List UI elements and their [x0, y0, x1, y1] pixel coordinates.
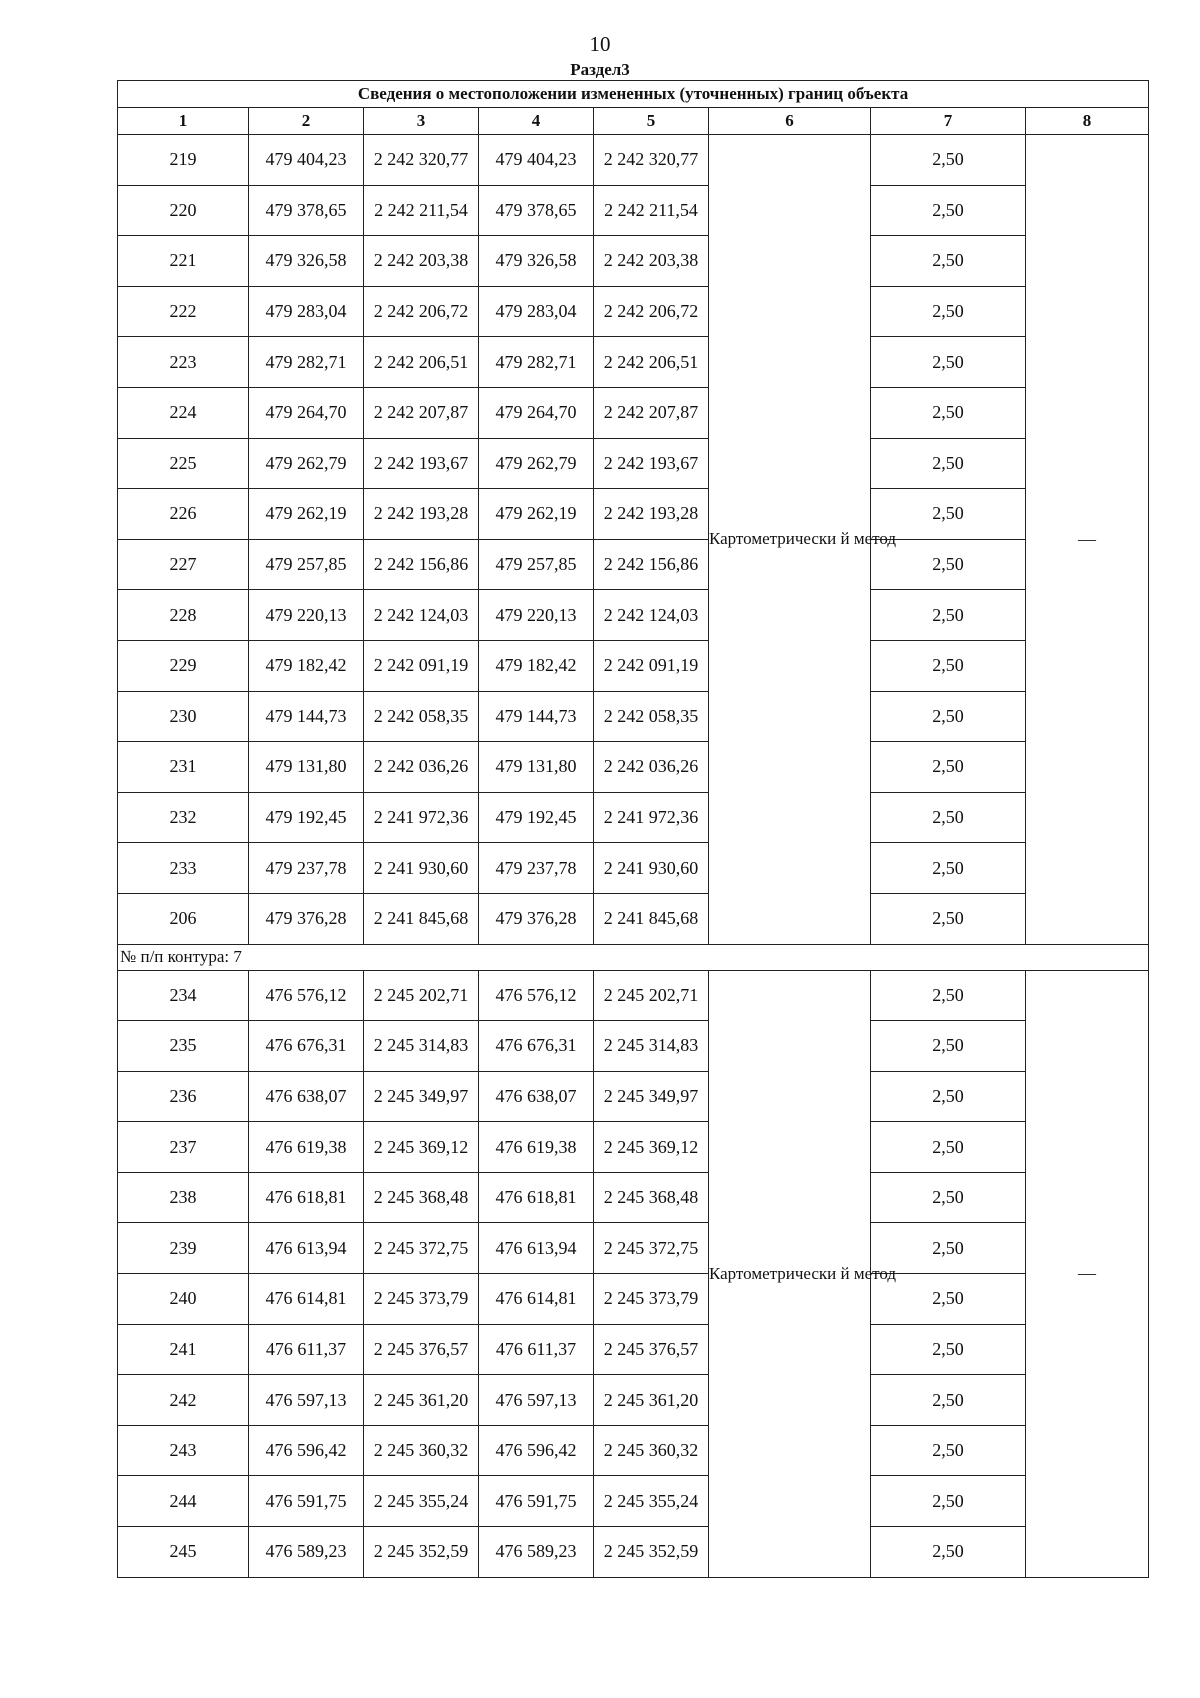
y-coordinate-cell: 2 242 206,72	[594, 286, 709, 337]
x-coordinate-cell: 476 611,37	[479, 1324, 594, 1375]
accuracy-cell: 2,50	[871, 1071, 1026, 1122]
table-row	[118, 843, 1149, 894]
x-coordinate-cell: 479 264,70	[249, 387, 364, 438]
column-number: 1	[118, 108, 249, 135]
x-coordinate-cell: 476 613,94	[249, 1223, 364, 1274]
point-number-cell: 220	[118, 185, 249, 236]
point-number-cell: 240	[118, 1274, 249, 1325]
y-coordinate-cell: 2 242 211,54	[594, 185, 709, 236]
y-coordinate-cell: 2 242 193,28	[364, 489, 479, 540]
table-row	[118, 1527, 1149, 1578]
accuracy-cell: 2,50	[871, 1122, 1026, 1173]
x-coordinate-cell: 476 589,23	[479, 1527, 594, 1578]
y-coordinate-cell: 2 245 349,97	[594, 1071, 709, 1122]
column-number: 4	[479, 108, 594, 135]
y-coordinate-cell: 2 242 203,38	[364, 236, 479, 287]
y-coordinate-cell: 2 245 361,20	[364, 1375, 479, 1426]
x-coordinate-cell: 476 597,13	[479, 1375, 594, 1426]
coordinates-table	[117, 80, 1149, 1578]
column-number: 8	[1026, 108, 1149, 135]
x-coordinate-cell: 476 597,13	[249, 1375, 364, 1426]
point-number-cell: 228	[118, 590, 249, 641]
x-coordinate-cell: 479 182,42	[479, 640, 594, 691]
y-coordinate-cell: 2 245 360,32	[364, 1425, 479, 1476]
point-number-cell: 233	[118, 843, 249, 894]
y-coordinate-cell: 2 245 360,32	[594, 1425, 709, 1476]
point-number-cell: 242	[118, 1375, 249, 1426]
method-cell: Картометрически й метод	[709, 135, 871, 945]
y-coordinate-cell: 2 242 193,28	[594, 489, 709, 540]
table-row	[118, 1375, 1149, 1426]
accuracy-cell: 2,50	[871, 742, 1026, 793]
table-row	[118, 1476, 1149, 1527]
point-number-cell: 243	[118, 1425, 249, 1476]
x-coordinate-cell: 479 237,78	[479, 843, 594, 894]
table-row	[118, 893, 1149, 944]
table-row	[118, 792, 1149, 843]
column-number-row	[118, 108, 1149, 135]
table-body	[118, 135, 1149, 1578]
point-number-cell: 236	[118, 1071, 249, 1122]
x-coordinate-cell: 479 220,13	[479, 590, 594, 641]
x-coordinate-cell: 479 192,45	[249, 792, 364, 843]
x-coordinate-cell: 476 619,38	[249, 1122, 364, 1173]
x-coordinate-cell: 476 596,42	[479, 1425, 594, 1476]
point-number-cell: 221	[118, 236, 249, 287]
accuracy-cell: 2,50	[871, 1223, 1026, 1274]
point-number-cell: 206	[118, 893, 249, 944]
accuracy-cell: 2,50	[871, 1425, 1026, 1476]
table-row	[118, 1172, 1149, 1223]
table-row	[118, 438, 1149, 489]
x-coordinate-cell: 479 262,79	[249, 438, 364, 489]
x-coordinate-cell: 479 131,80	[249, 742, 364, 793]
accuracy-cell: 2,50	[871, 893, 1026, 944]
x-coordinate-cell: 479 237,78	[249, 843, 364, 894]
point-number-cell: 235	[118, 1021, 249, 1072]
x-coordinate-cell: 476 611,37	[249, 1324, 364, 1375]
accuracy-cell: 2,50	[871, 1021, 1026, 1072]
table-row	[118, 970, 1149, 1021]
y-coordinate-cell: 2 242 207,87	[594, 387, 709, 438]
y-coordinate-cell: 2 242 058,35	[594, 691, 709, 742]
point-number-cell: 241	[118, 1324, 249, 1375]
x-coordinate-cell: 476 618,81	[249, 1172, 364, 1223]
table-row	[118, 1021, 1149, 1072]
y-coordinate-cell: 2 241 972,36	[364, 792, 479, 843]
y-coordinate-cell: 2 242 058,35	[364, 691, 479, 742]
accuracy-cell: 2,50	[871, 970, 1026, 1021]
x-coordinate-cell: 479 257,85	[249, 539, 364, 590]
y-coordinate-cell: 2 242 124,03	[594, 590, 709, 641]
x-coordinate-cell: 479 283,04	[479, 286, 594, 337]
y-coordinate-cell: 2 245 349,97	[364, 1071, 479, 1122]
table-row	[118, 1425, 1149, 1476]
y-coordinate-cell: 2 242 203,38	[594, 236, 709, 287]
y-coordinate-cell: 2 241 845,68	[364, 893, 479, 944]
x-coordinate-cell: 476 638,07	[479, 1071, 594, 1122]
y-coordinate-cell: 2 245 314,83	[594, 1021, 709, 1072]
table-row	[118, 1274, 1149, 1325]
y-coordinate-cell: 2 242 036,26	[364, 742, 479, 793]
point-number-cell: 224	[118, 387, 249, 438]
x-coordinate-cell: 479 326,58	[479, 236, 594, 287]
accuracy-cell: 2,50	[871, 1324, 1026, 1375]
table-row	[118, 489, 1149, 540]
point-number-cell: 237	[118, 1122, 249, 1173]
point-number-cell: 239	[118, 1223, 249, 1274]
x-coordinate-cell: 479 326,58	[249, 236, 364, 287]
x-coordinate-cell: 476 676,31	[249, 1021, 364, 1072]
x-coordinate-cell: 476 591,75	[249, 1476, 364, 1527]
point-number-cell: 223	[118, 337, 249, 388]
column-8-cell: —	[1026, 970, 1149, 1577]
x-coordinate-cell: 479 404,23	[249, 135, 364, 186]
y-coordinate-cell: 2 242 036,26	[594, 742, 709, 793]
x-coordinate-cell: 479 262,19	[249, 489, 364, 540]
point-number-cell: 219	[118, 135, 249, 186]
y-coordinate-cell: 2 242 193,67	[364, 438, 479, 489]
accuracy-cell: 2,50	[871, 691, 1026, 742]
y-coordinate-cell: 2 245 202,71	[594, 970, 709, 1021]
point-number-cell: 231	[118, 742, 249, 793]
accuracy-cell: 2,50	[871, 387, 1026, 438]
x-coordinate-cell: 479 182,42	[249, 640, 364, 691]
x-coordinate-cell: 479 376,28	[479, 893, 594, 944]
column-number: 3	[364, 108, 479, 135]
y-coordinate-cell: 2 242 156,86	[594, 539, 709, 590]
y-coordinate-cell: 2 245 352,59	[364, 1527, 479, 1578]
y-coordinate-cell: 2 245 376,57	[364, 1324, 479, 1375]
method-cell: Картометрически й метод	[709, 970, 871, 1577]
y-coordinate-cell: 2 242 156,86	[364, 539, 479, 590]
y-coordinate-cell: 2 245 368,48	[594, 1172, 709, 1223]
point-number-cell: 225	[118, 438, 249, 489]
accuracy-cell: 2,50	[871, 489, 1026, 540]
y-coordinate-cell: 2 245 373,79	[594, 1274, 709, 1325]
y-coordinate-cell: 2 245 355,24	[364, 1476, 479, 1527]
point-number-cell: 238	[118, 1172, 249, 1223]
y-coordinate-cell: 2 242 211,54	[364, 185, 479, 236]
column-number: 2	[249, 108, 364, 135]
column-number: 5	[594, 108, 709, 135]
x-coordinate-cell: 476 591,75	[479, 1476, 594, 1527]
y-coordinate-cell: 2 242 206,51	[364, 337, 479, 388]
x-coordinate-cell: 476 619,38	[479, 1122, 594, 1173]
table-row	[118, 742, 1149, 793]
x-coordinate-cell: 479 257,85	[479, 539, 594, 590]
column-8-cell: —	[1026, 135, 1149, 945]
x-coordinate-cell: 479 378,65	[249, 185, 364, 236]
table-row	[118, 1071, 1149, 1122]
table-row	[118, 640, 1149, 691]
y-coordinate-cell: 2 245 368,48	[364, 1172, 479, 1223]
x-coordinate-cell: 476 613,94	[479, 1223, 594, 1274]
table-row	[118, 590, 1149, 641]
y-coordinate-cell: 2 245 361,20	[594, 1375, 709, 1426]
x-coordinate-cell: 479 283,04	[249, 286, 364, 337]
accuracy-cell: 2,50	[871, 438, 1026, 489]
table-row	[118, 185, 1149, 236]
page-number: 10	[589, 32, 611, 56]
x-coordinate-cell: 476 589,23	[249, 1527, 364, 1578]
table-row	[118, 539, 1149, 590]
y-coordinate-cell: 2 242 207,87	[364, 387, 479, 438]
y-coordinate-cell: 2 241 930,60	[594, 843, 709, 894]
x-coordinate-cell: 479 220,13	[249, 590, 364, 641]
x-coordinate-cell: 479 144,73	[249, 691, 364, 742]
x-coordinate-cell: 479 282,71	[249, 337, 364, 388]
point-number-cell: 234	[118, 970, 249, 1021]
point-number-cell: 222	[118, 286, 249, 337]
column-number: 7	[871, 108, 1026, 135]
x-coordinate-cell: 476 596,42	[249, 1425, 364, 1476]
table-row	[118, 337, 1149, 388]
y-coordinate-cell: 2 242 124,03	[364, 590, 479, 641]
y-coordinate-cell: 2 245 372,75	[364, 1223, 479, 1274]
y-coordinate-cell: 2 242 206,72	[364, 286, 479, 337]
table-row	[118, 1324, 1149, 1375]
x-coordinate-cell: 479 262,19	[479, 489, 594, 540]
point-number-cell: 230	[118, 691, 249, 742]
x-coordinate-cell: 476 614,81	[479, 1274, 594, 1325]
accuracy-cell: 2,50	[871, 640, 1026, 691]
x-coordinate-cell: 476 676,31	[479, 1021, 594, 1072]
x-coordinate-cell: 479 262,79	[479, 438, 594, 489]
contour-label: № п/п контура: 7	[118, 944, 1149, 970]
accuracy-cell: 2,50	[871, 1274, 1026, 1325]
point-number-cell: 245	[118, 1527, 249, 1578]
section-title: Раздел3	[570, 60, 630, 79]
y-coordinate-cell: 2 245 376,57	[594, 1324, 709, 1375]
point-number-cell: 232	[118, 792, 249, 843]
accuracy-cell: 2,50	[871, 1172, 1026, 1223]
x-coordinate-cell: 476 618,81	[479, 1172, 594, 1223]
x-coordinate-cell: 479 192,45	[479, 792, 594, 843]
point-number-cell: 227	[118, 539, 249, 590]
y-coordinate-cell: 2 245 202,71	[364, 970, 479, 1021]
contour-label-row	[118, 944, 1149, 970]
y-coordinate-cell: 2 245 369,12	[594, 1122, 709, 1173]
y-coordinate-cell: 2 245 369,12	[364, 1122, 479, 1173]
y-coordinate-cell: 2 242 193,67	[594, 438, 709, 489]
table-row	[118, 135, 1149, 186]
accuracy-cell: 2,50	[871, 337, 1026, 388]
accuracy-cell: 2,50	[871, 286, 1026, 337]
table-row	[118, 387, 1149, 438]
y-coordinate-cell: 2 242 091,19	[364, 640, 479, 691]
y-coordinate-cell: 2 242 091,19	[594, 640, 709, 691]
accuracy-cell: 2,50	[871, 135, 1026, 186]
y-coordinate-cell: 2 245 355,24	[594, 1476, 709, 1527]
y-coordinate-cell: 2 242 320,77	[594, 135, 709, 186]
y-coordinate-cell: 2 241 972,36	[594, 792, 709, 843]
x-coordinate-cell: 476 576,12	[249, 970, 364, 1021]
x-coordinate-cell: 479 131,80	[479, 742, 594, 793]
y-coordinate-cell: 2 242 206,51	[594, 337, 709, 388]
x-coordinate-cell: 479 282,71	[479, 337, 594, 388]
accuracy-cell: 2,50	[871, 236, 1026, 287]
accuracy-cell: 2,50	[871, 843, 1026, 894]
x-coordinate-cell: 479 378,65	[479, 185, 594, 236]
y-coordinate-cell: 2 241 845,68	[594, 893, 709, 944]
x-coordinate-cell: 476 638,07	[249, 1071, 364, 1122]
accuracy-cell: 2,50	[871, 1527, 1026, 1578]
x-coordinate-cell: 476 614,81	[249, 1274, 364, 1325]
point-number-cell: 244	[118, 1476, 249, 1527]
x-coordinate-cell: 479 264,70	[479, 387, 594, 438]
accuracy-cell: 2,50	[871, 185, 1026, 236]
y-coordinate-cell: 2 245 352,59	[594, 1527, 709, 1578]
table-row	[118, 1122, 1149, 1173]
table-row	[118, 1223, 1149, 1274]
table-row	[118, 286, 1149, 337]
table-row	[118, 691, 1149, 742]
y-coordinate-cell: 2 245 373,79	[364, 1274, 479, 1325]
x-coordinate-cell: 479 144,73	[479, 691, 594, 742]
point-number-cell: 226	[118, 489, 249, 540]
x-coordinate-cell: 479 376,28	[249, 893, 364, 944]
table-row	[118, 236, 1149, 287]
y-coordinate-cell: 2 245 372,75	[594, 1223, 709, 1274]
y-coordinate-cell: 2 242 320,77	[364, 135, 479, 186]
y-coordinate-cell: 2 245 314,83	[364, 1021, 479, 1072]
accuracy-cell: 2,50	[871, 1375, 1026, 1426]
accuracy-cell: 2,50	[871, 539, 1026, 590]
accuracy-cell: 2,50	[871, 590, 1026, 641]
accuracy-cell: 2,50	[871, 1476, 1026, 1527]
x-coordinate-cell: 476 576,12	[479, 970, 594, 1021]
column-number: 6	[709, 108, 871, 135]
x-coordinate-cell: 479 404,23	[479, 135, 594, 186]
accuracy-cell: 2,50	[871, 792, 1026, 843]
y-coordinate-cell: 2 241 930,60	[364, 843, 479, 894]
table-caption: Сведения о местоположении измененных (уточненных) границ объекта	[118, 81, 1149, 108]
point-number-cell: 229	[118, 640, 249, 691]
